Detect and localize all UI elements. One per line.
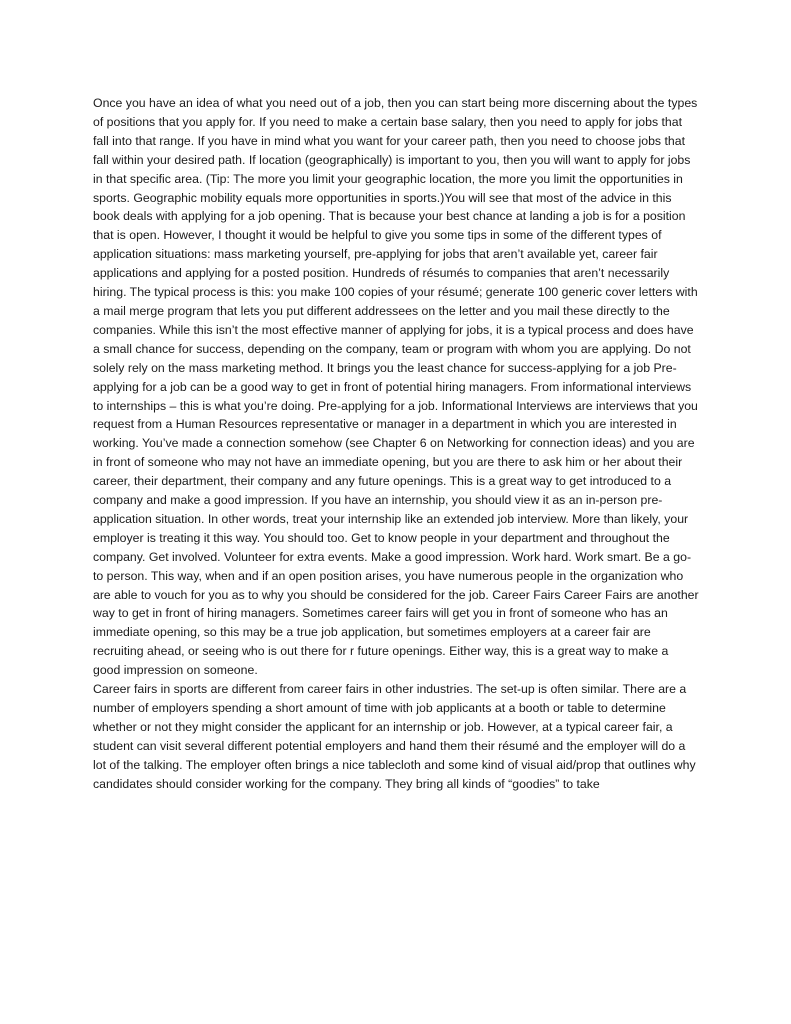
paragraph-1: Once you have an idea of what you need out of a job, then you can start being more discerning about the types of positions that you apply for. If you need to make a certain base salary, then you need to apply for jobs that fall into that range. If you have in mind what you want for your career path, then you need to choose jobs that fall within your desired path. If location (geographically) is important to you, then you will want to apply for jobs in that specific area. (Tip: The more you limit your geographic location, the more you limit the opportunities in sports. Geographic mobility equals more opportunities in sports.)You will see that most of the advice in this book deals with applying for a job opening. That is because your best chance at landing a job is for a position that is open. However, I thought it would be helpful to give you some tips in some of the different types of application situations: mass marketing yourself, pre-applying for jobs that aren’t available yet, career fair applications and applying for a posted position. Hundreds of résumés to companies that aren’t necessarily hiring. The typical process is this: you make 100 copies of your résumé; generate 100 generic cover letters with a mail merge program that lets you put different addressees on the letter and you mail these directly to the companies. While this isn’t the most effective manner of applying for jobs, it is a typical process and does have a small chance for success, depending on the company, team or program with whom you are applying. Do not solely rely on the mass marketing method. It brings you the least chance for success-applying for a job Pre-applying for a job can be a good way to get in front of potential hiring managers. From informational interviews to internships – this is what you’re doing. Pre-applying for a job. Informational Interviews are interviews that you request from a Human Resources representative or manager in a department in which you are interested in working. You’ve made a connection somehow (see Chapter 6 on Networking for connection ideas) and you are in front of someone who may not have an immediate opening, but you are there to ask him or her about their career, their department, their company and any future openings. This is a great way to get introduced to a company and make a good impression. If you have an internship, you should view it as an in-person pre-application situation. In other words, treat your internship like an extended job interview. More than likely, your employer is treating it this way. You should too. Get to know people in your department and throughout the company. Get involved. Volunteer for extra events. Make a good impression. Work hard. Work smart. Be a go-to person. This way, when and if an open position arises, you have numerous people in the organization who are able to vouch for you as to why you should be considered for the job. Career Fairs Career Fairs are another way to get in front of hiring managers. Sometimes career fairs will get you in front of someone who has an immediate opening, so this may be a true job application, but sometimes employers at a career fair are recruiting ahead, or seeing who is out there for r future openings. Either way, this is a great way to make a good impression on someone.: [93, 96, 699, 678]
body-text: [93, 94, 699, 794]
paragraph-2: Career fairs in sports are different from career fairs in other industries. The set-up is often similar. There are a number of employers spending a short amount of time with job applicants at a booth or table to determine whether or not they might consider the applicant for an internship or job. However, at a typical career fair, a student can visit several different potential employers and hand them their résumé and the employer will do a lot of the talking. The employer often brings a nice tablecloth and some kind of visual aid/prop that outlines why candidates should consider working for the company. They bring all kinds of “goodies” to take: [93, 682, 696, 791]
